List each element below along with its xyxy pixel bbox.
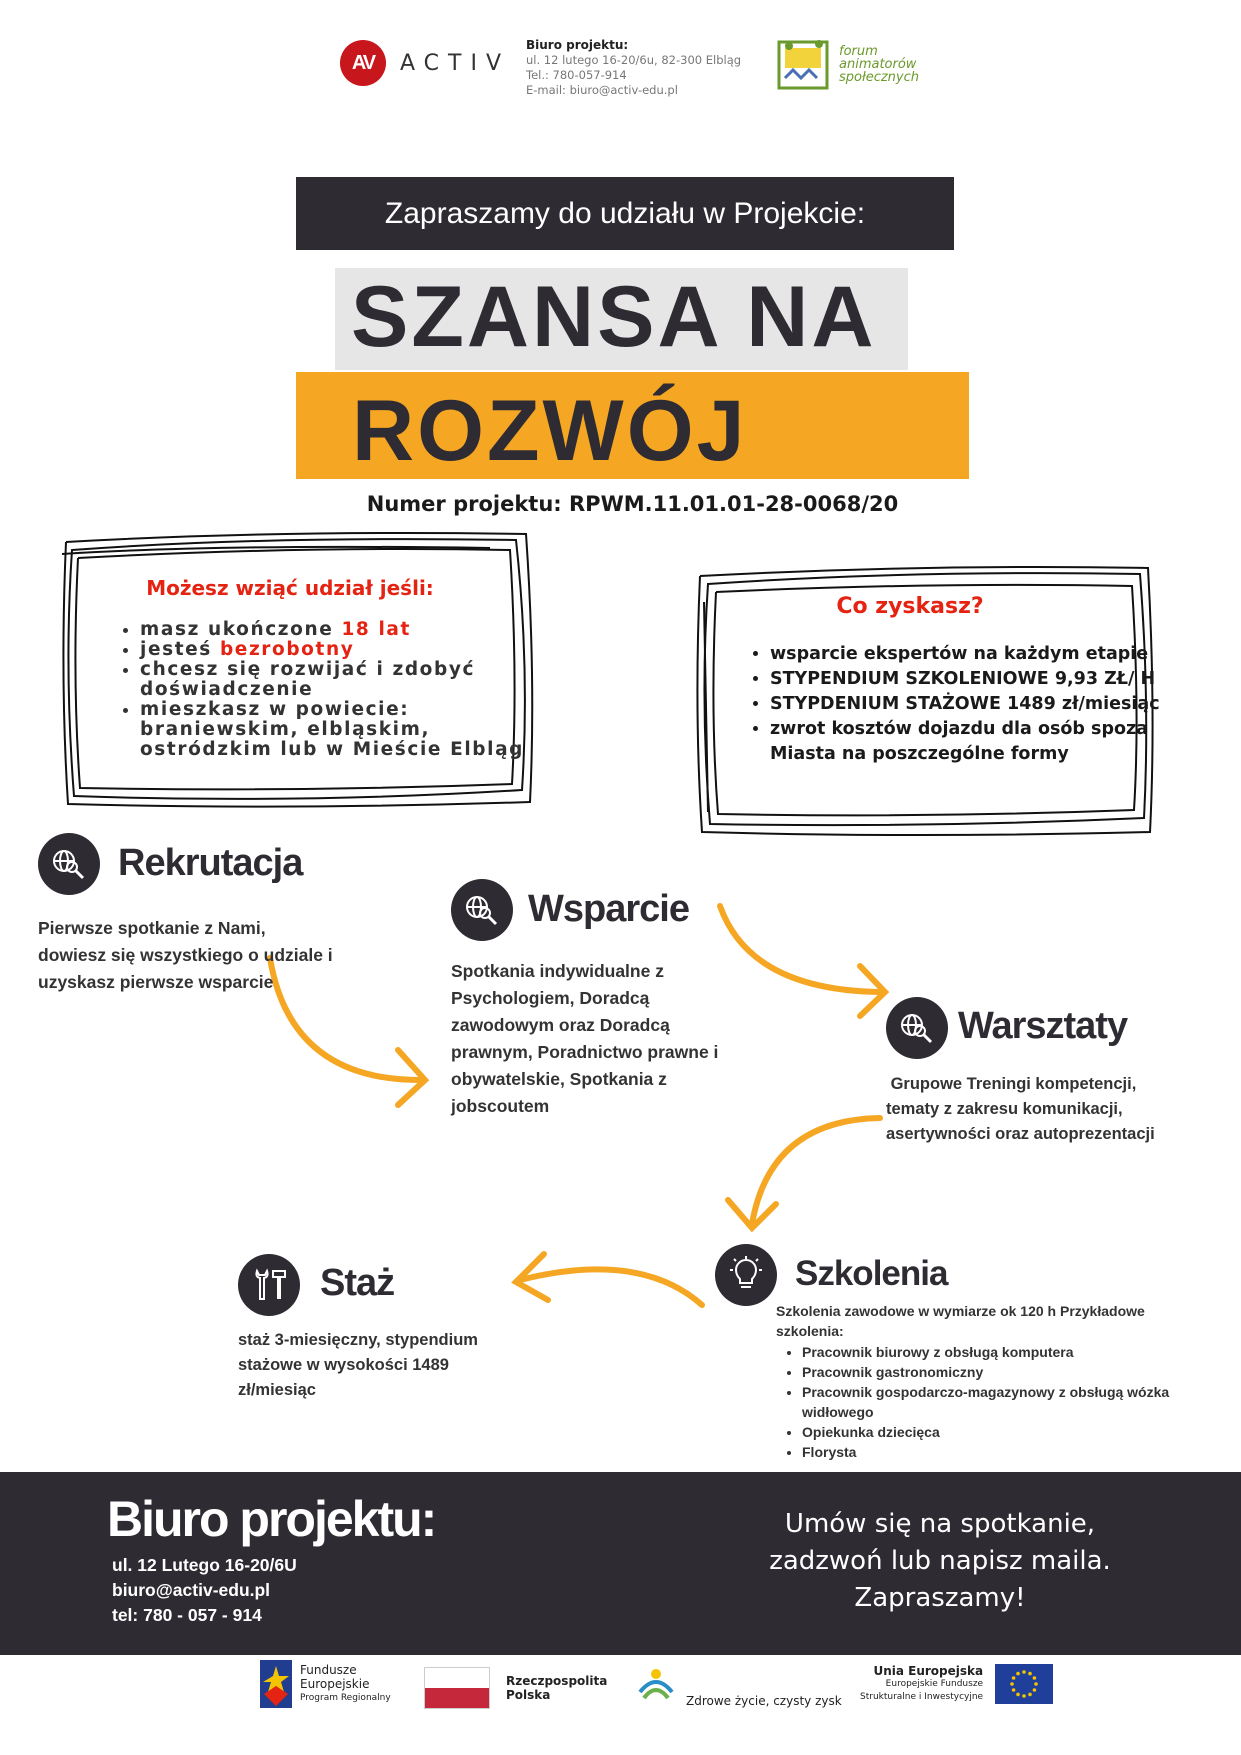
tools-icon (238, 1254, 300, 1316)
fe-star-icon (260, 1660, 292, 1708)
header-office-email: E-mail: biuro@activ-edu.pl (526, 83, 678, 97)
step-staz-title: Staż (320, 1262, 395, 1304)
globe-search-icon (38, 833, 100, 895)
footer-email[interactable]: biuro@activ-edu.pl (112, 1580, 271, 1600)
footer-title: Biuro projektu: (107, 1491, 436, 1547)
eu-flag-icon (995, 1664, 1053, 1704)
footer-phone[interactable]: tel: 780 - 057 - 914 (112, 1605, 262, 1625)
rp-line-1: Rzeczpospolita (506, 1674, 608, 1688)
footer-contact (112, 1553, 297, 1628)
eligibility-item-age-text: masz ukończone (140, 619, 342, 640)
step-wsparcie-text: Spotkania indywidualne z Psychologiem, Doradcą zawodowym oraz Doradcą prawnym, Poradnictwo prawne i obywatelskie, Spotkania z jobscoutem (451, 961, 719, 1116)
title-line-1: SZANSA NA (351, 269, 877, 365)
fe-logo (260, 1660, 391, 1708)
training-item: • Opiekunka dziecięca (802, 1422, 1222, 1442)
footer-cta-line-2: zadzwoń lub napisz maila. (769, 1546, 1111, 1576)
step-szkolenia-text: Szkolenia zawodowe w wymiarze ok 120 h Przykładowe szkolenia: (776, 1303, 1145, 1339)
fe-line-1: Fundusze (300, 1663, 357, 1677)
polish-flag-icon (424, 1667, 490, 1709)
eligibility-item-unemployed-highlight: bezrobotny (219, 639, 355, 660)
forum-line-1: forum (839, 43, 878, 59)
step-staz-text: staż 3-miesięczny, stypendium stażowe w wysokości 1489 zł/miesiąc (238, 1331, 478, 1399)
rp-logo (424, 1667, 607, 1709)
arrow-wsparcie-warsztaty (720, 906, 880, 992)
footer-cta-line-3: Zapraszamy! (854, 1583, 1026, 1613)
ue-line-3: Strukturalne i Inwestycyjne (860, 1691, 984, 1702)
step-rekrutacja-text: Pierwsze spotkanie z Nami, dowiesz się wszystkiego o udziale i uzyskasz pierwsze wsparcie (38, 918, 333, 992)
project-number: Numer projektu: RPWM.11.01.01-28-0068/20 (366, 492, 899, 516)
fe-line-3: Program Regionalny (300, 1693, 391, 1703)
eligibility-title: Możesz wziąć udział jeśli: (146, 576, 434, 600)
globe-search-icon (451, 879, 513, 941)
eligibility-item-residence: • mieszkasz w powiecie: braniewskim, elbląskim, ostródzkim lub w Mieście Elbląg (140, 700, 550, 760)
forum-line-3: społecznych (839, 69, 919, 85)
benefits-item: • STYPENDIUM SZKOLENIOWE 9,93 ZŁ/ H (770, 667, 1170, 692)
training-list (780, 1342, 1222, 1462)
header-office-address: ul. 12 lutego 16-20/6u, 82-300 Elbląg (526, 53, 742, 67)
invite-banner: Zapraszamy do udziału w Projekcie: (296, 177, 954, 250)
title-line-2: ROZWÓJ (352, 383, 748, 479)
training-item: • Pracownik gospodarczo-magazynowy z obsługą wózka widłowego (802, 1382, 1222, 1422)
ue-line-1: Unia Europejska (873, 1663, 984, 1678)
eligibility-item-unemployed-text: jesteś (140, 639, 220, 660)
footer-cta (700, 1506, 1180, 1617)
forum-line-2: animatorów (839, 56, 917, 72)
training-item: • Pracownik biurowy z obsługą komputera (802, 1342, 1222, 1362)
header-office-phone: Tel.: 780-057-914 (526, 68, 627, 82)
eligibility-item-age-highlight: 18 lat (341, 619, 411, 640)
benefits-item: • zwrot kosztów dojazdu dla osób spoza Miasta na poszczególne formy (770, 717, 1170, 767)
warmia-mazury-logo (636, 1664, 842, 1708)
training-item: • Pracownik gastronomiczny (802, 1362, 1222, 1382)
step-warsztaty-text: Grupowe Treningi kompetencji, tematy z zakresu komunikacji, asertywności oraz autoprezentacji (886, 1075, 1155, 1143)
eligibility-item-develop: • chcesz się rozwijać i zdobyć doświadczenie (140, 660, 550, 700)
activ-mark-icon: AV (340, 40, 386, 86)
step-rekrutacja-title: Rekrutacja (118, 842, 303, 884)
header-office-title: Biuro projektu: (526, 38, 629, 52)
step-szkolenia-title: Szkolenia (795, 1254, 948, 1293)
warmia-mazury-icon (636, 1664, 676, 1708)
step-warsztaty-title: Warsztaty (958, 1005, 1128, 1047)
globe-search-icon (886, 997, 948, 1059)
step-wsparcie-title: Wsparcie (528, 888, 689, 930)
benefits-item: • wsparcie ekspertów na każdym etapie (770, 642, 1170, 667)
ue-logo (860, 1664, 1053, 1704)
ue-line-2: Europejskie Fundusze (885, 1678, 984, 1689)
lightbulb-icon (715, 1244, 777, 1306)
warmia-mazury-slogan: Zdrowe życie, czysty zysk (686, 1694, 842, 1708)
fe-line-2: Europejskie (300, 1677, 370, 1691)
benefits-item: • STYPDENIUM STAŻOWE 1489 zł/miesiąc (770, 692, 1170, 717)
activ-name: ACTIV (400, 50, 511, 76)
rp-line-2: Polska (506, 1688, 551, 1702)
benefits-title: Co zyskasz? (836, 594, 984, 619)
footer-address: ul. 12 Lutego 16-20/6U (112, 1555, 297, 1575)
footer-cta-line-1: Umów się na spotkanie, (784, 1509, 1096, 1539)
training-item: • Florysta (802, 1442, 1222, 1462)
